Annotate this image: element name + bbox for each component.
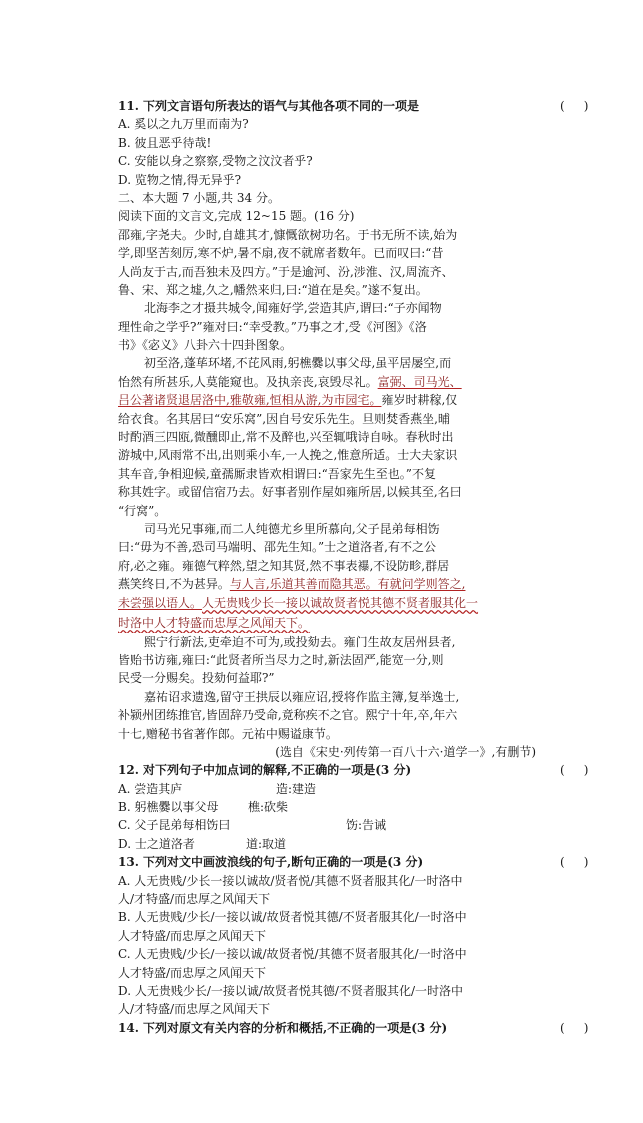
q12-option-c-gloss: 饬:告诫 xyxy=(346,818,387,833)
underlined-sentence-part-1: 富弼、司马光、 xyxy=(377,374,462,389)
passage-p2-line-1: 北海李之才摄共城令,闻雍好学,尝造其庐,谓曰:“子亦闻物 xyxy=(144,301,442,316)
passage-source: (选自《宋史·列传第一百八十六·道学一》,有删节) xyxy=(275,744,536,759)
q11-option-d: D. 览物之情,得无异乎? xyxy=(118,172,242,187)
passage-p3-line-1: 初至洛,蓬荜环堵,不芘风雨,躬樵爨以事父母,虽平居屡空,而 xyxy=(144,356,452,371)
passage-p6-line-2: 补颍州团练推官,皆固辞乃受命,竟称疾不之官。熙宁十年,卒,年六 xyxy=(118,708,458,723)
passage-p1-line-1: 邵雍,字尧夫。少时,自雄其才,慷慨欲树功名。于书无所不读,始为 xyxy=(118,227,458,242)
q12-option-b-sentence: B. 躬樵爨以事父母 xyxy=(118,800,219,815)
q13-option-d-line-2: 人/才特盛/而忠厚之风闻天下 xyxy=(118,1002,271,1017)
q11-stem xyxy=(118,97,589,115)
q12-answer-paren[interactable]: ( ) xyxy=(560,763,589,778)
q12-option-d xyxy=(118,835,536,853)
passage-p4-line-4-text: 燕笑终日,不为甚异。 xyxy=(118,577,230,592)
wavy-sentence-part-1: 人无贵贱少长一接以诚故贤者悦其德不贤者服其化一 xyxy=(202,595,479,610)
q14-stem xyxy=(118,1019,589,1037)
q14-answer-paren[interactable]: ( ) xyxy=(560,1020,589,1035)
q13-option-c-line-2: 人才特盛/而忠厚之风闻天下 xyxy=(118,965,267,980)
q11-option-c: C. 安能以身之察察,受物之汶汶者乎? xyxy=(118,154,313,169)
q11-option-b: B. 彼且恶乎待哉! xyxy=(118,135,212,150)
passage-p3-line-4: 给衣食。名其居曰“安乐窝”,因自号安乐先生。旦则焚香燕坐,晡 xyxy=(118,411,450,426)
q12-option-a-gloss: 造:建造 xyxy=(276,781,317,796)
underlined-sentence-part-2: 吕公著诸贤退居洛中,雅敬雍,恒相从游,为市园宅。 xyxy=(118,393,382,408)
q13-option-b-line-1: B. 人无贵贱/少长/一接以诚/故贤者悦其德/不贤者服其化/一时洛中 xyxy=(118,910,467,925)
passage-p3-line-8: 称其姓字。或留信宿乃去。好事者别作屋如雍所居,以候其至,名曰 xyxy=(118,485,462,500)
passage-p3-line-3-text: 雍岁时耕稼,仅 xyxy=(381,393,458,408)
q13-option-b-line-2: 人才特盛/而忠厚之风闻天下 xyxy=(118,928,267,943)
q12-option-b xyxy=(118,798,536,816)
q12-option-c-sentence: C. 父子昆弟每相饬曰 xyxy=(118,818,231,833)
q12-option-b-gloss: 樵:砍柴 xyxy=(248,800,289,815)
q12-option-a-sentence: A. 尝造其庐 xyxy=(118,781,183,796)
q13-option-a-line-1: A. 人无贵贱/少长一接以诚故/贤者悦/其德不贤者服其化/一时洛中 xyxy=(118,873,463,888)
passage-p4-line-2: 曰:“毋为不善,恐司马端明、邵先生知。”士之道洛者,有不之公 xyxy=(118,540,436,555)
section-instruction: 阅读下面的文言文,完成 12~15 题。(16 分) xyxy=(118,209,355,224)
passage-p2-line-2: 理性命之学乎?”雍对曰:“幸受教。”乃事之才,受《河图》《洛 xyxy=(118,319,427,334)
document-content xyxy=(118,97,589,1037)
q12-option-d-gloss: 道:取道 xyxy=(246,836,287,851)
passage-p4-line-3: 府,必之雍。雍德气粹然,望之知其贤,然不事表襮,不设防畛,群居 xyxy=(118,558,450,573)
passage-p3-line-6: 游城中,风雨常不出,出则乘小车,一人挽之,惟意所适。士大夫家识 xyxy=(118,448,458,463)
passage-p1-line-2: 学,即坚苦刻厉,寒不炉,暑不扇,夜不就席者数年。已而叹曰:“昔 xyxy=(118,246,444,261)
q13-option-d-line-1: D. 人无贵贱少长/一接以诚/故贤者悦其德/不贤者服其化/一时洛中 xyxy=(118,983,463,998)
wavy-sentence-part-2: 时洛中人才特盛而忠厚之风闻天下。 xyxy=(118,615,311,630)
passage-p3-line-9: “行窝”。 xyxy=(118,503,167,518)
passage-p6-line-1: 嘉祐诏求遗逸,留守王拱辰以雍应诏,授将作监主簿,复举逸士, xyxy=(144,689,460,704)
q14-stem-text: 14. 下列对原文有关内容的分析和概括,不正确的一项是(3 分) xyxy=(118,1020,448,1035)
q12-option-c xyxy=(118,816,536,834)
q13-stem-text: 13. 下列对文中画波浪线的句子,断句正确的一项是(3 分) xyxy=(118,855,424,870)
q12-stem-text: 12. 对下列句子中加点词的解释,不正确的一项是(3 分) xyxy=(118,763,412,778)
passage-p3-line-3 xyxy=(118,391,536,409)
passage-p3-line-7: 其车音,争相迎候,童孺厮隶皆欢相谓曰:“吾家先生至也。”不复 xyxy=(118,466,436,481)
passage-p4-line-4 xyxy=(118,575,536,593)
section-header: 二、本大题 7 小题,共 34 分。 xyxy=(118,190,280,205)
passage-p5-line-1: 熙宁行新法,吏牵迫不可为,或投劾去。雍门生故友居州县者, xyxy=(144,634,456,649)
passage-p4-line-6 xyxy=(118,614,536,633)
passage-p3-line-2-text: 怡然有所甚乐,人莫能窥也。及执亲丧,哀毁尽礼。 xyxy=(118,374,378,389)
passage-p5-line-2: 皆贻书访雍,雍曰:“此贤者所当尽力之时,新法固严,能宽一分,则 xyxy=(118,652,444,667)
passage-p4-line-1: 司马光兄事雍,而二人纯德尤乡里所慕向,父子昆弟每相饬 xyxy=(144,521,440,536)
passage-p3-line-5: 时酌酒三四瓯,微醺即止,常不及醉也,兴至辄哦诗自咏。春秋时出 xyxy=(118,430,454,445)
passage-p6-line-3: 十七,赠秘书省著作郎。元祐中赐谥康节。 xyxy=(118,726,338,741)
q13-option-a-line-2: 人/才特盛/而忠厚之风闻天下 xyxy=(118,892,271,907)
passage-p1-line-4: 鲁、宋、郑之墟,久之,幡然来归,曰:“道在是矣。”遂不复出。 xyxy=(118,282,428,297)
q11-option-a: A. 奚以之九万里而南为? xyxy=(118,117,249,132)
underlined-sentence-2-part-2: 未尝强以语人。 xyxy=(118,595,203,610)
passage-p5-line-3: 民受一分赐矣。投劾何益耶?” xyxy=(118,671,275,686)
q11-answer-paren[interactable]: ( ) xyxy=(560,99,589,113)
passage-p3-line-2 xyxy=(118,373,536,391)
q11-stem-text: 11. 下列文言语句所表达的语气与其他各项不同的一项是 xyxy=(118,99,420,113)
q13-option-c-line-1: C. 人无贵贱/少长/一接以诚/故贤者悦/其德不贤者服其化/一时洛中 xyxy=(118,947,467,962)
q12-option-d-sentence: D. 士之道洛者 xyxy=(118,836,195,851)
passage-p1-line-3: 人尚友于古,而吾独未及四方。”于是逾河、汾,涉淮、汉,周流齐、 xyxy=(118,264,454,279)
q13-stem xyxy=(118,853,589,871)
passage-p2-line-3: 书》《宓义》八卦六十四卦图象。 xyxy=(118,338,293,353)
q12-option-a xyxy=(118,780,536,798)
underlined-sentence-2-part-1: 与人言,乐道其善而隐其恶。有就问学则答之, xyxy=(229,577,466,592)
q12-stem xyxy=(118,761,589,779)
q13-answer-paren[interactable]: ( ) xyxy=(560,855,589,870)
passage-p4-line-5 xyxy=(118,594,536,614)
